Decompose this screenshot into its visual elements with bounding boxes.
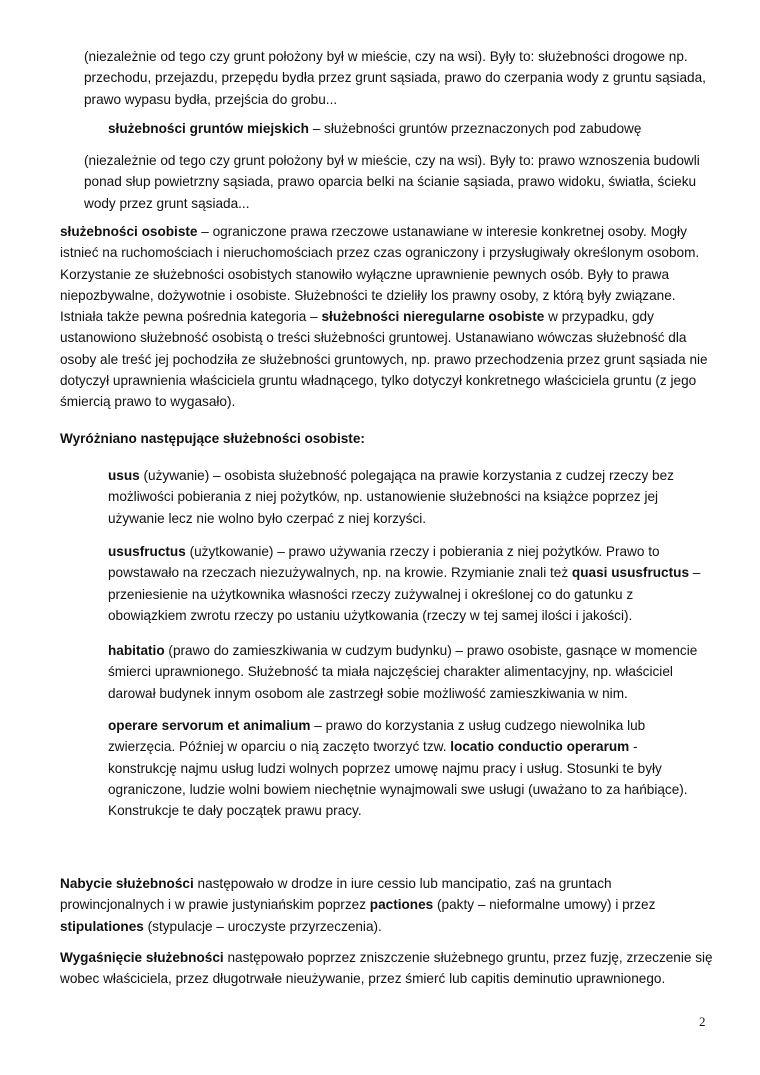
paragraph-urban-heading (108, 118, 718, 139)
operae-text-2: - konstrukcję najmu usług ludzi wolnych poprzez umowę najmu pracy i usług. Stosunki te były ograniczone, ludzie wolni bowiem niechętnie wynajmowali swe usługi (uważano to za hańbiące). Konstrukcje te dały początek prawu pracy. (108, 739, 688, 819)
paragraph-rural-servitudes (84, 46, 712, 110)
operae-text-1: – prawo do korzystania z usług cudzego niewolnika lub zwierzęcia. Później w oparciu o nią zaczęto tworzyć tzw. (108, 718, 646, 755)
personal-text-2: w przypadku, gdy ustanowiono służebność osobistą o treści służebności gruntowej. Ustanawiano wówczas służebność dla osoby ale treść jej pochodziła ze służebności gruntowych, np. prawo przechodzenia przez grunt sąsiada nie dotyczył uprawnienia właściciela gruntu władnącego, tylko dotyczył konkretnego właściciela gruntu (z jego śmiercią prawo to wygasało). (60, 309, 708, 410)
stipulationes-term: stipulationes (60, 918, 144, 934)
habitatio-text: (prawo do zamieszkiwania w cudzym budynku) – prawo osobiste, gasnące w momencie śmierci uprawnionego. Służebność ta miała najczęściej charakter alimentacyjny, np. właściciel darował budynek innym osobom ale zastrzegł sobie możliwość zamieszkiwania w nim. (108, 643, 698, 701)
rural-text: (niezależnie od tego czy grunt położony był w mieście, czy na wsi). Były to: służebności drogowe np. przechodu, przejazdu, przepędu bydła przez grunt sąsiada, prawo do czerpania wody z gruntu sąsiada, prawo wypasu bydła, przejścia do grobu... (84, 49, 706, 107)
ususfructus-text-2: – przeniesienie na użytkownika własności rzeczy zużywalnej i określonej co do gatunku z obowiązkiem zwrotu rzeczy po ustaniu użytkowania (rzeczy w tej samej ilości i jakości). (108, 565, 701, 623)
ususfructus-text-1: (użytkowanie) – prawo używania rzeczy i pobierania z niej pożytków. Prawo to powstawało na rzeczach niezużywalnych, np. na krowie. Rzymianie znali też (108, 544, 660, 581)
irregular-term: służebności nieregularne osobiste (321, 309, 545, 325)
operae-term: operare servorum et animalium (108, 718, 311, 733)
personal-term: służebności osobiste (60, 224, 198, 239)
usus-term: usus (108, 468, 140, 483)
urban-def: – służebności gruntów przeznaczonych pod zabudowę (308, 121, 642, 136)
acquisition-text-3: (stypulacje – uroczyste przyrzeczenia). (143, 918, 382, 934)
habitatio-term: habitatio (108, 643, 165, 658)
item-usus (108, 465, 708, 529)
pactiones-term: pactiones (369, 897, 434, 913)
paragraph-urban-servitudes (84, 150, 714, 214)
acquisition-text-1: następowało w drodze in iure cessio lub mancipatio, zaś na gruntach prowincjonalnych i w prawie justyniańskim poprzez (60, 876, 612, 913)
urban-text: (niezależnie od tego czy grunt położony był w mieście, czy na wsi). Były to: prawo wznoszenia budowli ponad słup powietrzny sąsiada, prawo oparcia belki na ścianie sąsiada, prawo widoku, światła, ścieku wody przez grunt sąsiada... (84, 153, 700, 211)
heading-text: Wyróżniano następujące służebności osobiste: (60, 431, 365, 446)
item-ususfructus (108, 541, 706, 626)
paragraph-acquisition (60, 873, 700, 937)
page-number: 2 (699, 1014, 706, 1029)
extinction-term: Wygaśnięcie służebności (60, 950, 224, 965)
locatio-term: locatio conductio operarum (450, 739, 630, 755)
urban-term: służebności gruntów miejskich (108, 121, 309, 136)
acquisition-text-2: (pakty – nieformalne umowy) i przez (433, 897, 656, 913)
item-habitatio (108, 640, 708, 704)
personal-text-1: – ograniczone prawa rzeczowe ustanawiane w interesie konkretnej osoby. Mogły istnieć na ruchomościach i nieruchomościach przez czas ograniczony i przysługiwały określonym osobom. Korzystanie ze służebności osobistych stanowiło wyłączne uprawnienie pewnych osób. Były to prawa niepozbywalne, dożywotnie i osobiste. Służebności te dzieliły los prawny osoby, z którą były związane. Istniała także pewna pośrednia kategoria – (60, 224, 700, 325)
paragraph-personal-servitudes (60, 221, 716, 413)
ususfructus-term: ususfructus (108, 544, 186, 559)
item-operae (108, 715, 700, 821)
paragraph-extinction (60, 947, 720, 990)
usus-text: (używanie) – osobista służebność polegająca na prawie korzystania z cudzej rzeczy bez możliwości pobierania z niej pożytków, np. ustanowienie służebności na książce poprzez jej używanie lecz nie wolno było czerpać z niej korzyści. (108, 468, 674, 526)
acquisition-term: Nabycie służebności (60, 876, 194, 891)
section-heading (60, 428, 716, 449)
quasi-ususfructus-term: quasi ususfructus (571, 565, 690, 581)
extinction-text: następowało poprzez zniszczenie służebnego gruntu, przez fuzję, zrzeczenie się wobec właściciela, przez długotrwałe nieużywanie, przez śmierć lub capitis deminutio uprawnionego. (60, 950, 713, 987)
